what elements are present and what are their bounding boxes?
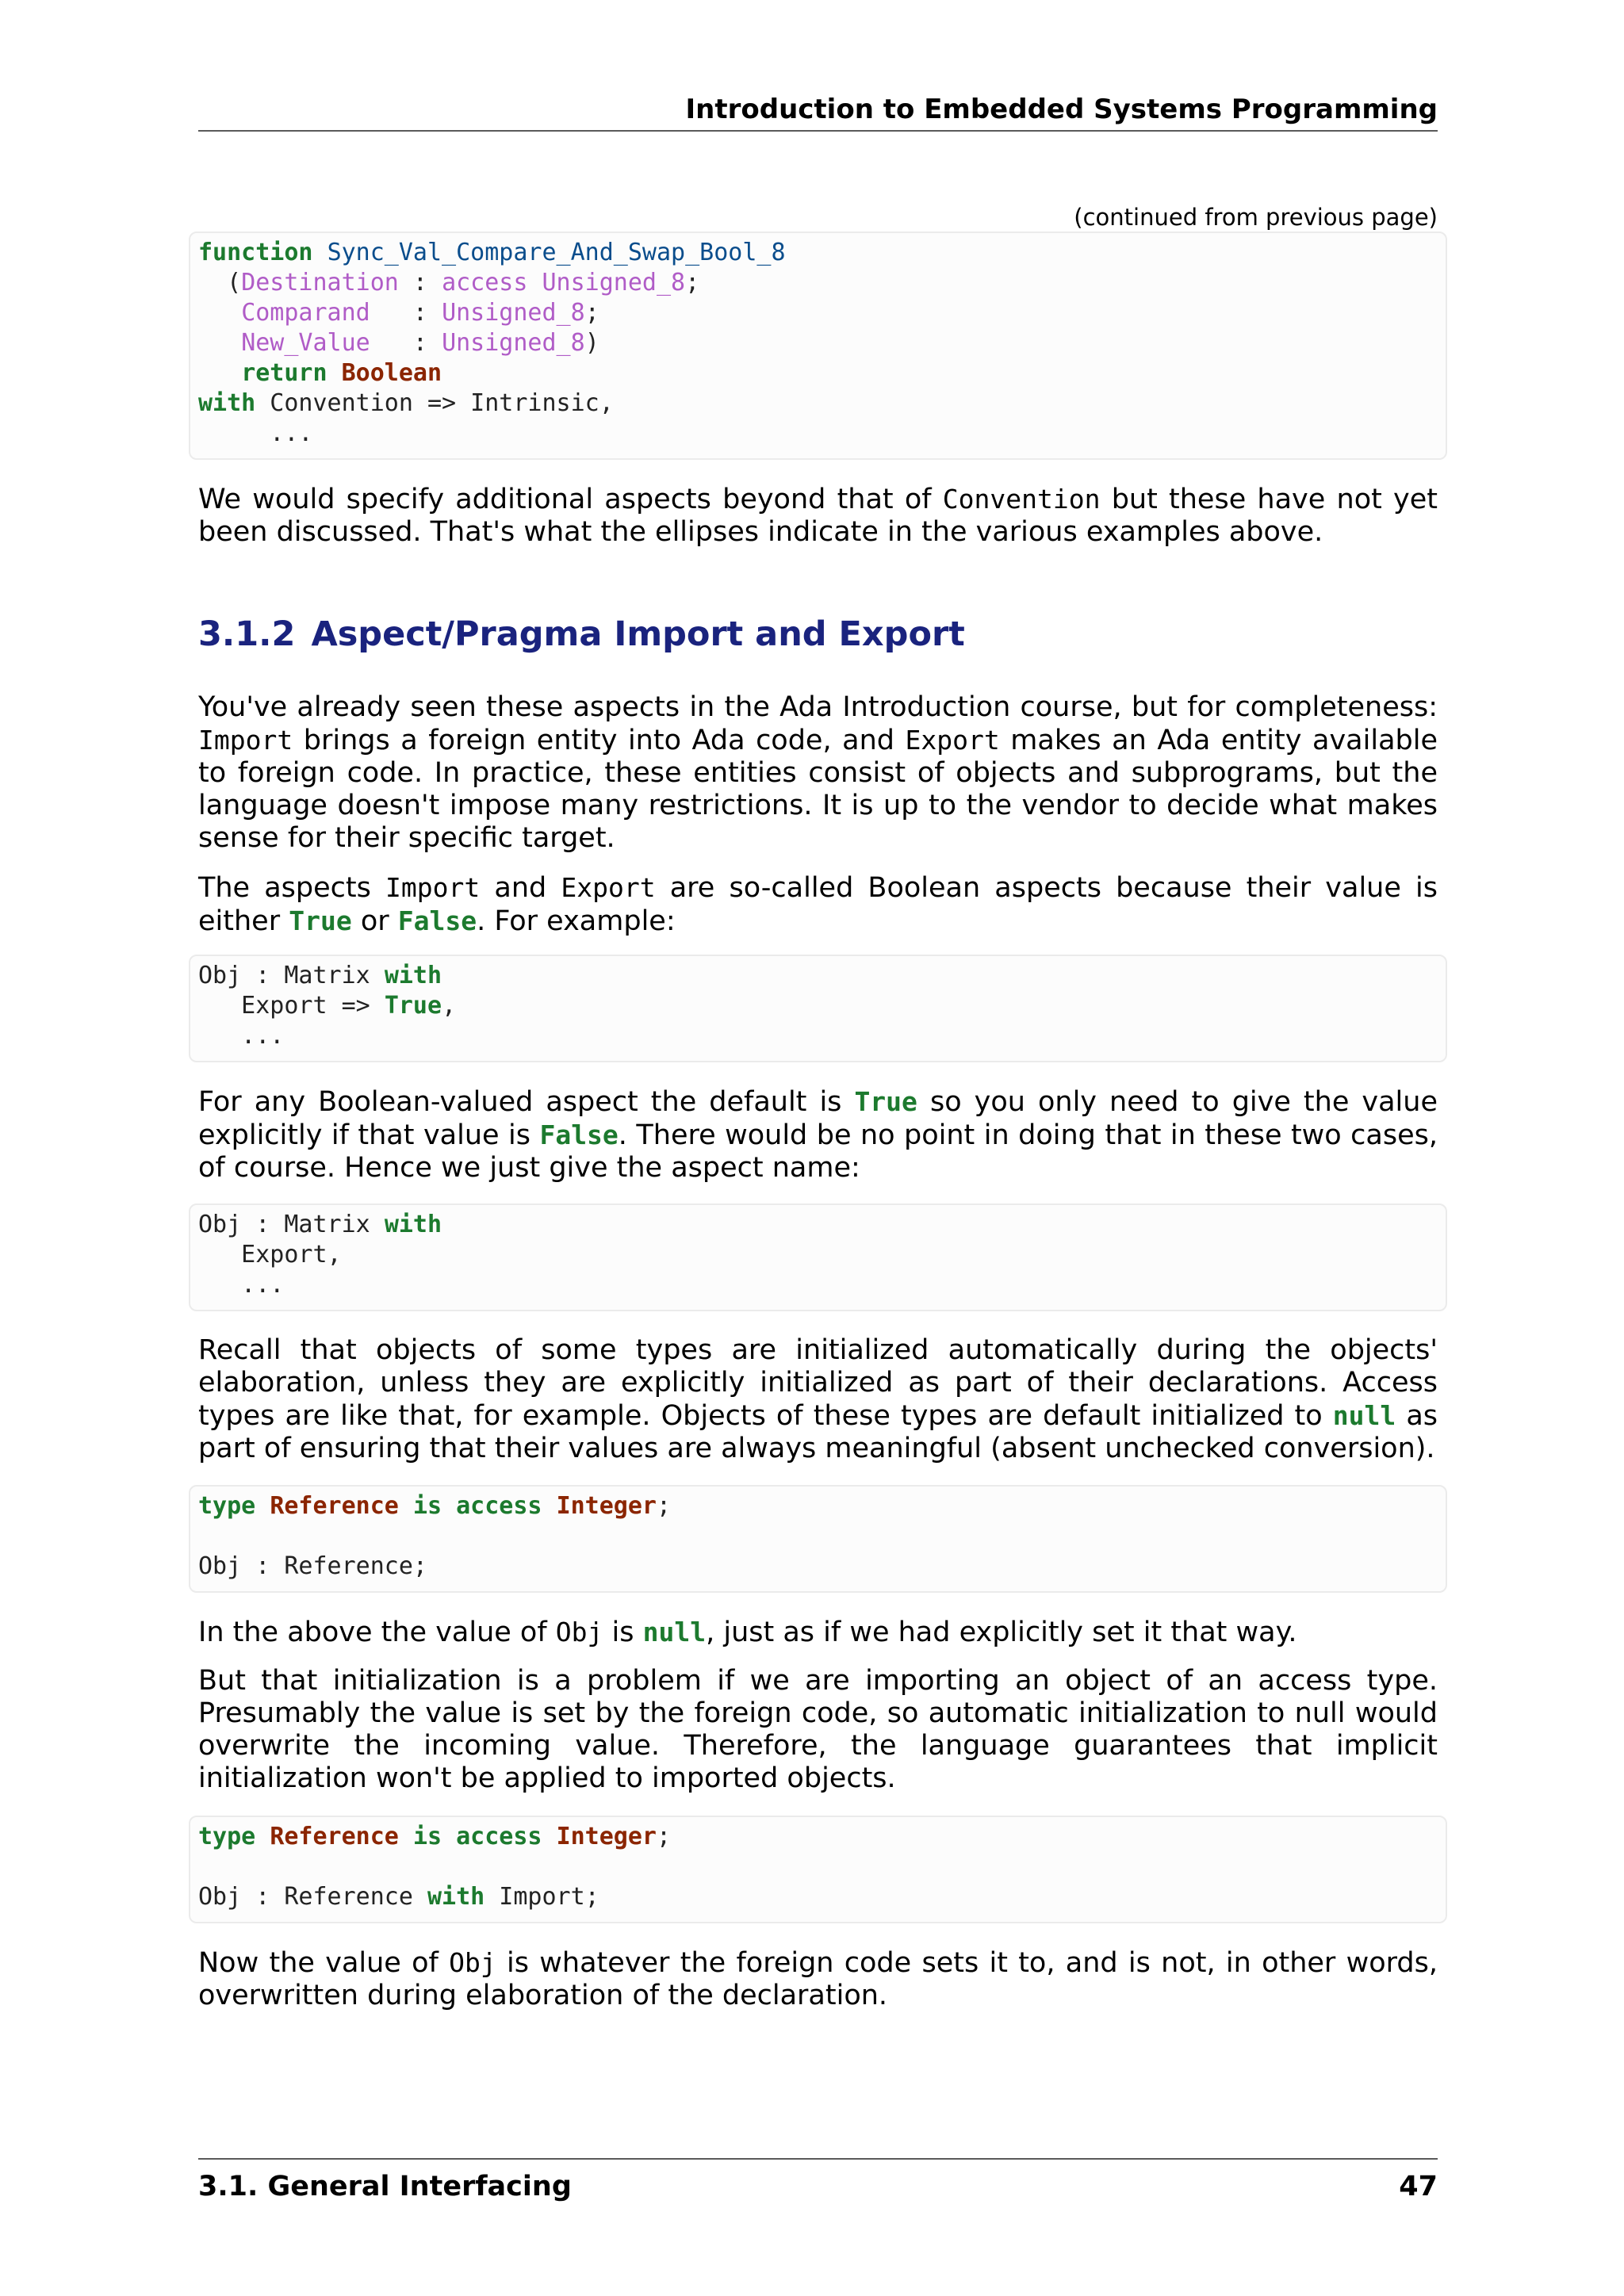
page-footer: [198, 2169, 1438, 2204]
code-block-export-true: [189, 955, 1447, 1062]
paragraph-boolean-aspects: The aspects Import and Export are so-called Boolean aspects because their value is either True or False. For example:: [198, 872, 1438, 937]
paragraph-ellipses: We would specify additional aspects beyond that of Convention but these have not yet been discussed. That's what the ellipses indicate in the various examples above.: [198, 484, 1438, 548]
page-number: 47: [1399, 2171, 1438, 2202]
code-line: function Sync_Val_Compare_And_Swap_Bool_8: [198, 239, 786, 266]
code-block-reference-type: [189, 1485, 1447, 1593]
section-heading: 3.1.2 Aspect/Pragma Import and Export: [198, 614, 965, 654]
code-line: type Reference is access Integer;: [198, 1823, 672, 1850]
paragraph-default-initialization: Recall that objects of some types are initialized automatically during the objects' elaboration, unless they are explicitly initialized as part of their declarations. Access types are like that, for example. Objects of these types are default initialized to null as part of ensuring that their values are always meaningful (absent unchecked conversion).: [198, 1334, 1438, 1464]
code-line: [198, 1521, 1446, 1552]
code-block-reference-import: [189, 1816, 1447, 1923]
paragraph-import-export-intro: You've already seen these aspects in the Ada Introduction course, but for completeness: Import brings a foreign entity into Ada code, and Export makes an Ada entity available to foreign code. In practice, these entities consist of objects and subprograms, but the language doesn't impose many restrictions. It is up to the vendor to decide what makes sense for their specific target.: [198, 691, 1438, 854]
continued-note: (continued from previous page): [1074, 204, 1438, 231]
footer-rule: [198, 2158, 1438, 2160]
code-line: Obj : Matrix with: [198, 1211, 442, 1238]
code-line: Obj : Reference with Import;: [198, 1883, 599, 1911]
code-block-sync-val: [189, 232, 1447, 460]
code-block-export: [189, 1203, 1447, 1311]
paragraph-obj-foreign: Now the value of Obj is whatever the foreign code sets it to, and is not, in other words, overwritten during elaboration of the declaration.: [198, 1947, 1438, 2011]
paragraph-default-true: For any Boolean-valued aspect the default is True so you only need to give the value explicitly if that value is False. There would be no point in doing that in these two cases, of course. Hence we just give the aspect name:: [198, 1086, 1438, 1184]
code-line: New_Value : Unsigned_8): [241, 329, 599, 357]
code-line: Obj : Matrix with: [198, 962, 442, 989]
code-line: with Convention => Intrinsic,: [198, 389, 614, 417]
paragraph-obj-null: In the above the value of Obj is null, just as if we had explicitly set it that way.: [198, 1617, 1297, 1648]
code-line: Export => True,: [198, 992, 457, 1020]
code-line: (Destination : access Unsigned_8;: [198, 269, 700, 297]
code-line: Obj : Reference;: [198, 1552, 427, 1580]
code-line: Export,: [198, 1241, 342, 1269]
code-line: ...: [198, 419, 313, 447]
header-rule: [198, 130, 1438, 132]
paragraph-import-problem: But that initialization is a problem if we are importing an object of an access type. Presumably the value is set by the foreign code, so automatic initialization to null would overwrite the incoming value. Therefore, the language guarantees that implicit initialization won't be applied to imported objects.: [198, 1665, 1438, 1794]
code-line: ...: [198, 1022, 285, 1050]
running-header: Introduction to Embedded Systems Programming: [685, 94, 1438, 125]
footer-section: 3.1. General Interfacing: [198, 2171, 572, 2202]
code-line: Comparand : Unsigned_8;: [241, 299, 599, 327]
code-line: [198, 1852, 1446, 1882]
code-line: type Reference is access Integer;: [198, 1492, 672, 1520]
code-line: ...: [198, 1271, 285, 1299]
code-line: return Boolean: [241, 359, 442, 387]
